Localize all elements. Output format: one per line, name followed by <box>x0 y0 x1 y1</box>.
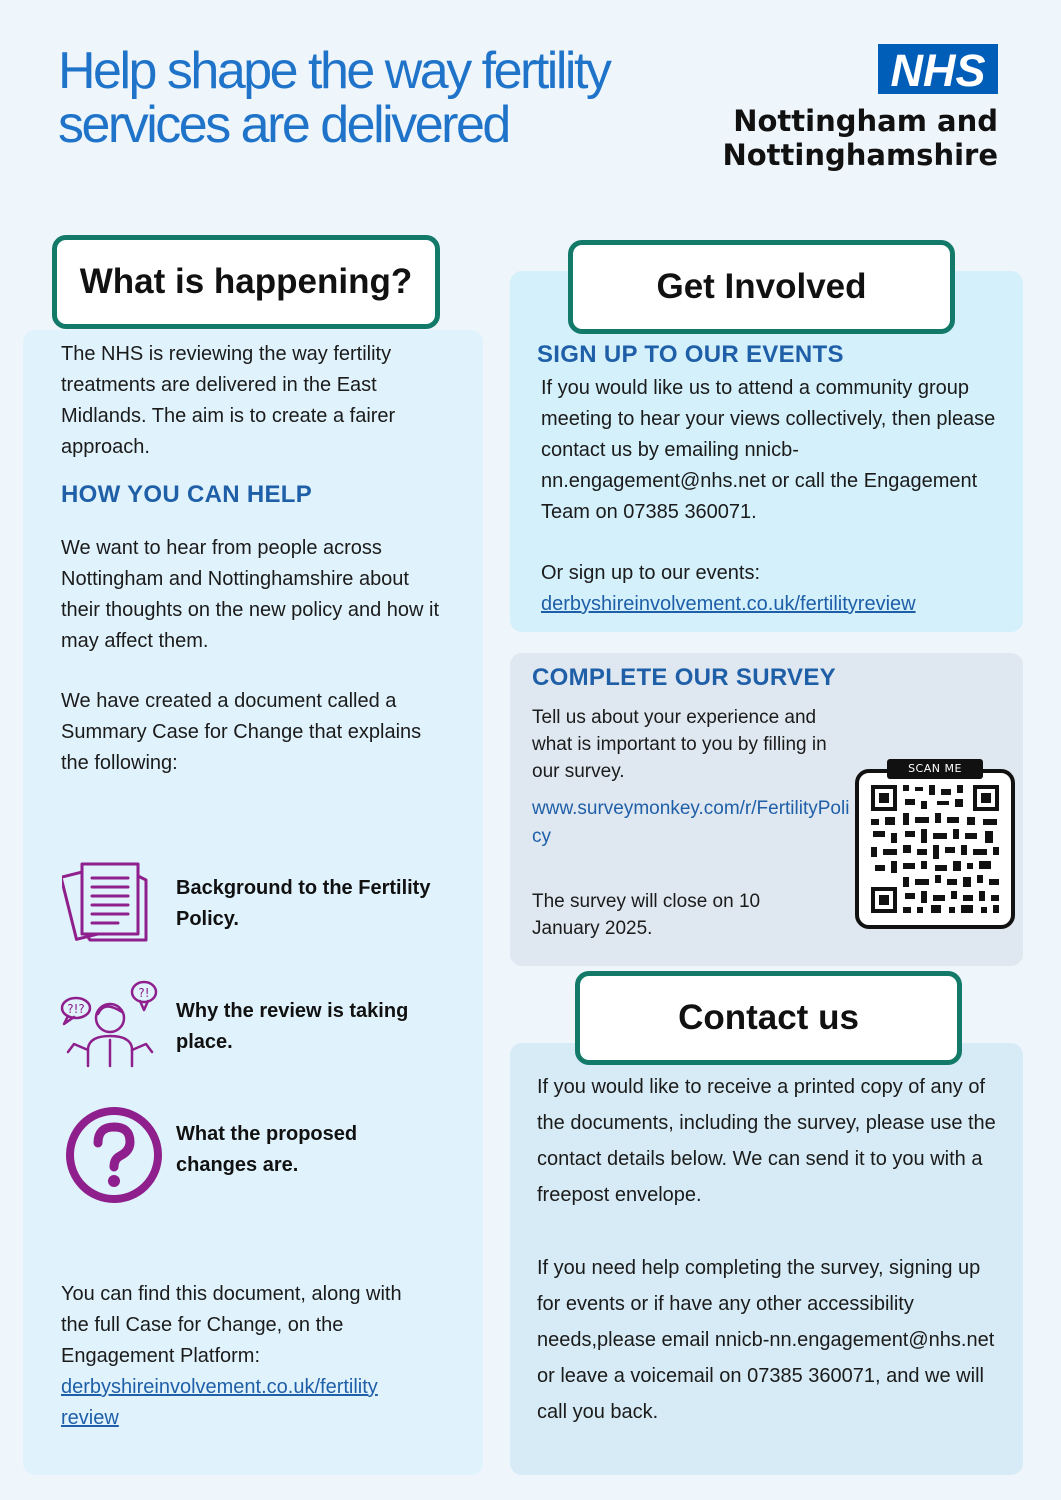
feature-why-review: Why the review is taking place. <box>176 1000 409 1053</box>
feature-background: Background to the Fertility Policy. <box>176 877 431 930</box>
question-mark-icon <box>64 1105 164 1205</box>
contact-text-printed-copy: If you would like to receive a printed copy of any of the documents, including the survey, please use the contact details below. We can send it to you with a freepost envelope. <box>537 1076 996 1206</box>
help-text: We want to hear from people across Nottingham and Nottinghamshire about their thoughts on the new policy and how it may affect them. <box>61 537 440 652</box>
survey-text: Tell us about your experience and what is important to you by filling in our survey. <box>532 707 827 782</box>
svg-text:?!: ?! <box>138 986 150 1000</box>
qr-code-icon <box>859 773 1011 925</box>
what-is-happening-heading: What is happening? <box>52 235 440 329</box>
engagement-platform-link[interactable]: derbyshireinvolvement.co.uk/fertility review <box>61 1376 378 1429</box>
qr-frame <box>855 769 1015 929</box>
documents-icon <box>62 856 154 942</box>
find-document-text: You can find this document, along with the full Case for Change, on the Engagement Platform: <box>61 1283 402 1367</box>
nhs-logo <box>878 44 998 94</box>
survey-close-text: The survey will close on 10 January 2025. <box>532 891 761 939</box>
survey-link[interactable]: www.surveymonkey.com/r/FertilityPolicy <box>532 798 850 847</box>
signup-text: Or sign up to our events: <box>541 562 761 584</box>
org-line-1: Nottingham and <box>733 104 998 138</box>
organisation-name <box>722 104 998 172</box>
nhs-logo-text: NHS <box>890 45 986 94</box>
document-text: We have created a document called a Summary Case for Change that explains the following: <box>61 690 422 774</box>
svg-text:?!?: ?!? <box>67 1002 85 1016</box>
confused-person-icon <box>60 978 160 1072</box>
events-text: If you would like us to attend a community group meeting to hear your views collectively, then please contact us by emailing nnicb-nn.engagement@nhs.net or call the Engagement Team on 07385 360071. <box>541 377 996 523</box>
get-involved-heading: Get Involved <box>568 240 955 334</box>
scan-me-label: SCAN ME <box>887 759 983 779</box>
intro-text: The NHS is reviewing the way fertility treatments are delivered in the East Midlands. The aim is to create a fairer approach. <box>61 343 396 458</box>
contact-us-heading: Contact us <box>575 971 962 1065</box>
org-line-2: Nottinghamshire <box>722 138 998 172</box>
sign-up-events-heading: SIGN UP TO OUR EVENTS <box>537 341 844 368</box>
how-you-can-help-heading: HOW YOU CAN HELP <box>61 481 313 508</box>
contact-text-help: If you need help completing the survey, signing up for events or if have any other accessibility needs,please email nnicb-nn.engagement@nhs.net or leave a voicemail on 07385 360071, and we will call you back. <box>537 1257 995 1423</box>
feature-proposed-changes: What the proposed changes are. <box>176 1123 358 1176</box>
events-signup-link[interactable]: derbyshireinvolvement.co.uk/fertilityreview <box>541 593 916 615</box>
page-title: Help shape the way fertility services are delivered <box>58 42 610 154</box>
survey-qr-code[interactable] <box>855 759 1015 929</box>
complete-survey-heading: COMPLETE OUR SURVEY <box>532 664 836 691</box>
